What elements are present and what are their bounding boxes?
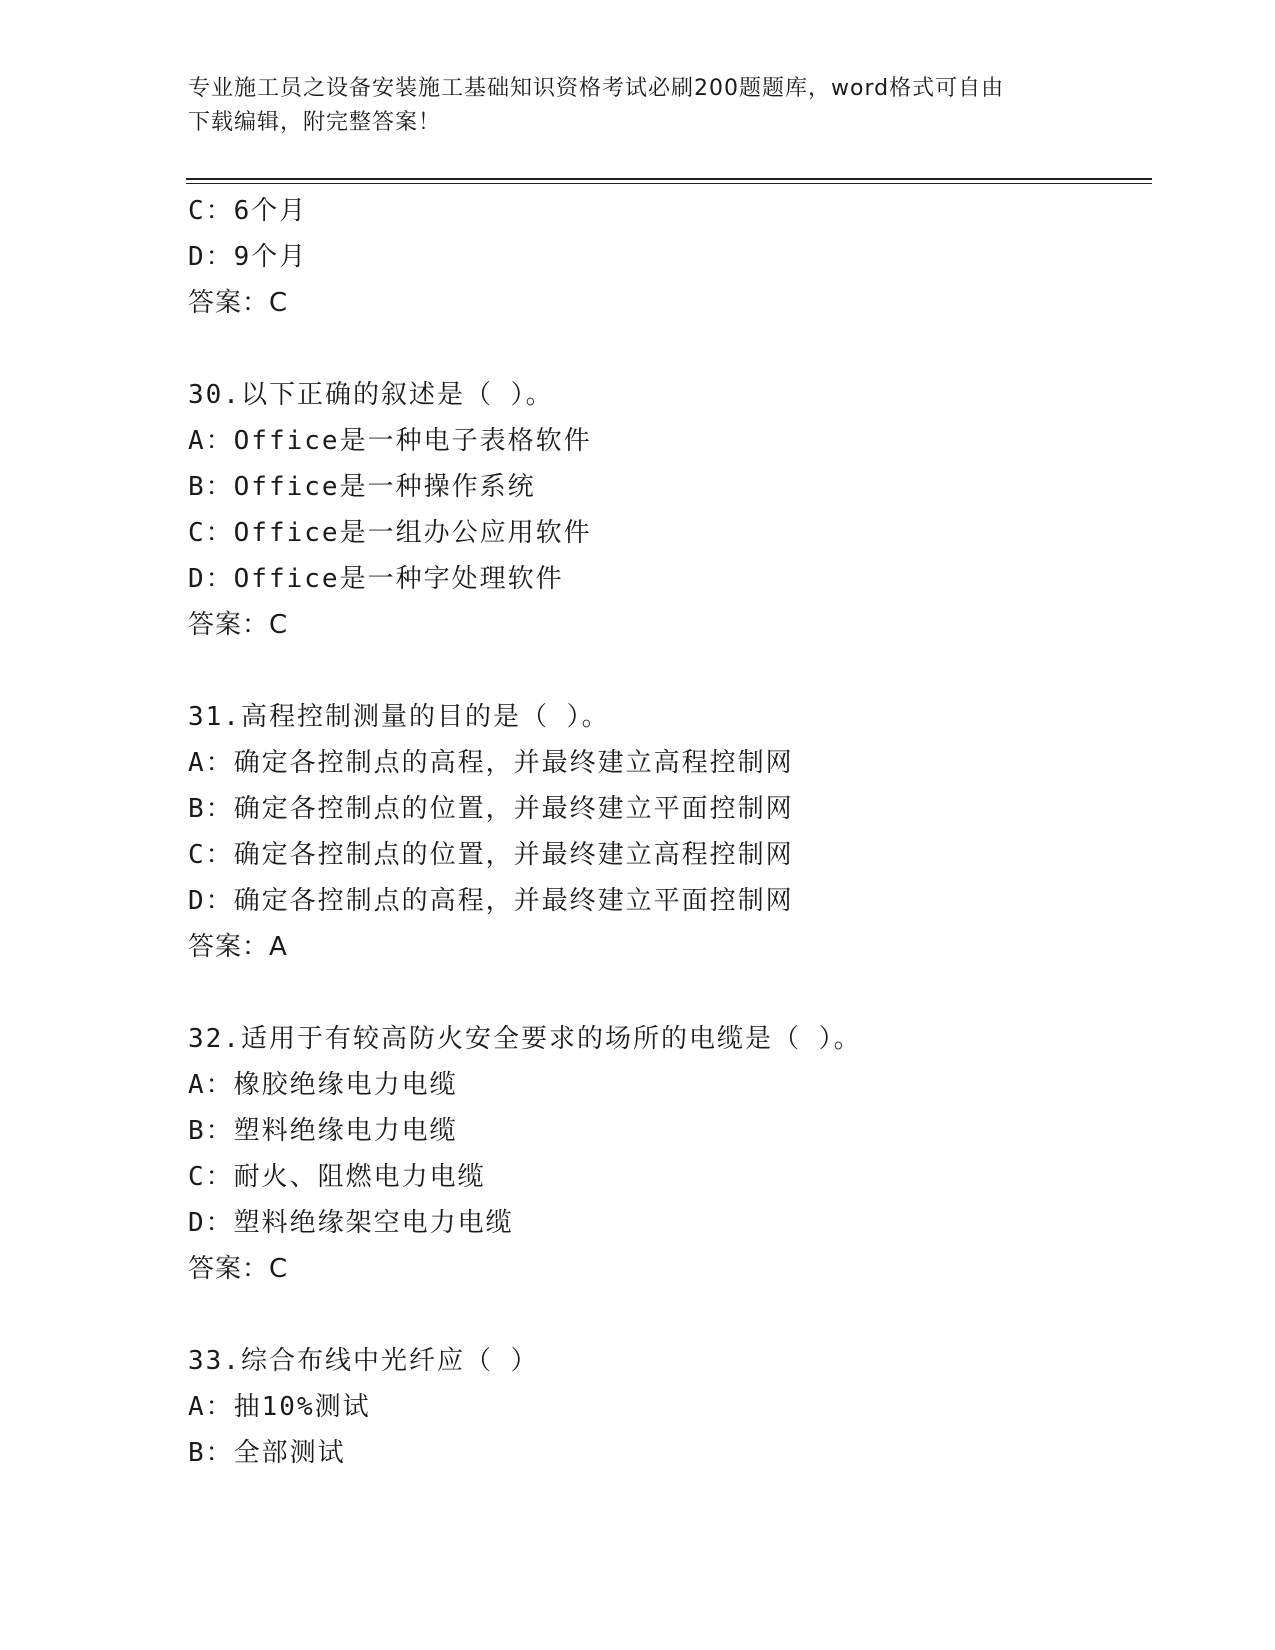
question-33 [188, 1338, 1148, 1476]
option-c: C：6个月 [188, 196, 308, 226]
option-c: C：确定各控制点的位置，并最终建立高程控制网 [188, 840, 794, 870]
question-stem: 30.以下正确的叙述是（ ）。 [188, 380, 554, 410]
option-c: C：Office是一组办公应用软件 [188, 518, 592, 548]
question-stem: 31.高程控制测量的目的是（ ）。 [188, 702, 610, 732]
option-a: A：确定各控制点的高程，并最终建立高程控制网 [188, 748, 794, 778]
option-b: B：塑料绝缘电力电缆 [188, 1116, 458, 1146]
option-b: B：全部测试 [188, 1438, 346, 1468]
spacer [188, 648, 1148, 694]
option-b: B：Office是一种操作系统 [188, 472, 536, 502]
option-d: D：确定各控制点的高程，并最终建立平面控制网 [188, 886, 794, 916]
spacer [188, 326, 1148, 372]
header-divider-bottom [186, 183, 1152, 184]
question-stem: 32.适用于有较高防火安全要求的场所的电缆是（ ）。 [188, 1024, 862, 1054]
document-header [188, 72, 1068, 140]
spacer [188, 970, 1148, 1016]
header-line-2: 下载编辑，附完整答案！ [188, 110, 442, 135]
answer-line: 答案：C [188, 610, 289, 640]
option-a: A：Office是一种电子表格软件 [188, 426, 592, 456]
option-d: D：塑料绝缘架空电力电缆 [188, 1208, 514, 1238]
option-d: D：Office是一种字处理软件 [188, 564, 564, 594]
question-31 [188, 694, 1148, 970]
question-list [188, 188, 1148, 1476]
option-b: B：确定各控制点的位置，并最终建立平面控制网 [188, 794, 794, 824]
partial-question [188, 188, 1148, 326]
answer-line: 答案：C [188, 288, 289, 318]
answer-line: 答案：C [188, 1254, 289, 1284]
option-d: D：9个月 [188, 242, 308, 272]
header-divider-top [186, 178, 1152, 180]
option-a: A：抽10%测试 [188, 1392, 371, 1422]
question-30 [188, 372, 1148, 648]
answer-line: 答案：A [188, 932, 288, 962]
header-line-1: 专业施工员之设备安装施工基础知识资格考试必刷200题题库，word格式可自由 [188, 76, 1005, 101]
option-a: A：橡胶绝缘电力电缆 [188, 1070, 458, 1100]
spacer [188, 1292, 1148, 1338]
question-stem: 33.综合布线中光纤应（ ） [188, 1346, 539, 1376]
option-c: C：耐火、阻燃电力电缆 [188, 1162, 486, 1192]
question-32 [188, 1016, 1148, 1292]
